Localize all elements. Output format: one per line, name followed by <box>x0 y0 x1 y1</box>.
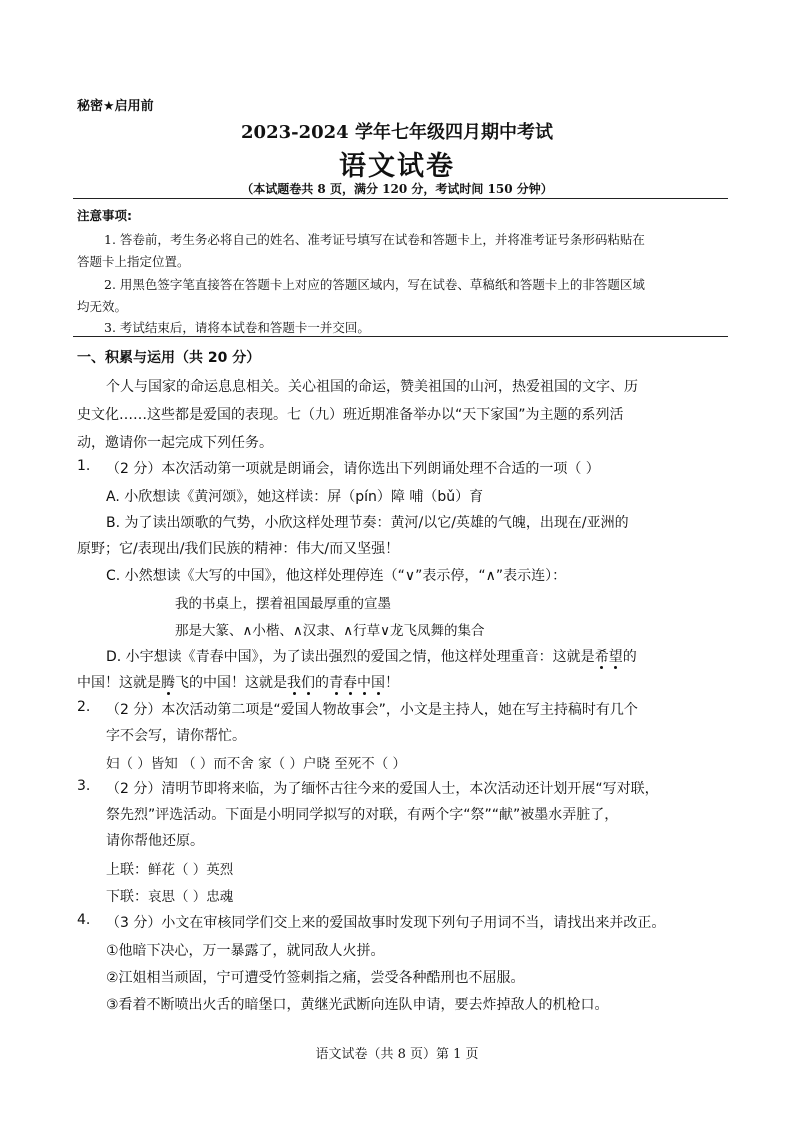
q4-sentence-2: ②江姐相当顽固，宁可遭受竹签刺指之痛，尝受各种酷刑也不屈服。 <box>106 970 525 986</box>
q1-option-d-line1 <box>106 646 637 666</box>
q1-d-text: 飞的中国！这就是 <box>175 675 287 691</box>
intro-line-1: 个人与国家的命运息息相关。关心祖国的命运，赞美祖国的山河，热爱祖国的文字、历 <box>106 379 638 395</box>
q3-stem-line1: （2 分）清明节即将来临，为了缅怀古往今来的爱国人士，本次活动还计划开展“写对联， <box>106 781 659 797</box>
q3-stem-line2: 祭先烈”评选活动。下面是小明同学拟写的对联，有两个字“祭”“献”被墨水弄脏了， <box>106 807 619 823</box>
page-footer: 语文试卷（共 8 页）第 1 页 <box>315 1047 479 1062</box>
emphasis-char: 希 <box>594 649 609 665</box>
q3-number: 3. <box>77 778 91 794</box>
emphasis-char: 中 <box>357 675 371 691</box>
exam-info: （本试题卷共 8 页，满分 120 分，考试时间 150 分钟） <box>241 182 553 196</box>
intro-line-2: 史文化……这些都是爱国的表现。七（九）班近期准备举办以“天下家国”为主题的系列活 <box>77 407 624 423</box>
q1-option-d-line2 <box>77 672 399 692</box>
q1-number: 1. <box>77 458 91 474</box>
confidential-label: 秘密★启用前 <box>77 99 154 114</box>
q1-option-b-line2: 原野；它/表现出/我们民族的精神：伟大/而又坚强！ <box>77 541 400 557</box>
notice-item-2-line2: 均无效。 <box>77 299 128 314</box>
exam-title: 2023-2024 学年七年级四月期中考试 <box>241 122 553 143</box>
q4-number: 4. <box>77 912 91 928</box>
couplet-upper-text: 鲜花（ ）英烈 <box>148 862 234 878</box>
q2-stem-line1: （2 分）本次活动第二项是“爱国人物故事会”，小文是主持人，她在写主持稿时有几个 <box>106 702 638 718</box>
q1-d-text: ！ <box>385 675 399 691</box>
q1-option-b-line1: B. 为了读出颂歌的气势，小欣这样处理节奏：黄河/以它/英雄的气魄，出现在/亚洲的 <box>106 515 629 531</box>
notice-item-1-line1: 1. 答卷前，考生务必将自己的姓名、准考证号填写在试卷和答题卡上，并将准考证号条形码粘贴在 <box>104 232 645 247</box>
couplet-upper <box>106 858 233 879</box>
q4-sentence-1: ①他暗下决心，万一暴露了，就同敌人火拼。 <box>106 943 385 959</box>
q2-blanks: 妇（ ）皆知 （ ）而不舍 家（ ）户晓 至死不（ ） <box>106 756 407 772</box>
couplet-upper-label: 上联： <box>106 862 148 878</box>
q1-d-text: D. 小宇想读《青春中国》，为了读出强烈的爱国之情，他这样处理重音：这就是 <box>106 649 595 665</box>
couplet-lower-label: 下联： <box>106 889 148 905</box>
subject-title: 语文试卷 <box>339 151 455 182</box>
divider-bottom <box>73 336 728 337</box>
q2-number: 2. <box>77 699 91 715</box>
q3-stem-line3: 请你帮他还原。 <box>106 833 204 849</box>
emphasis-char: 腾 <box>161 675 175 691</box>
q1-option-c-verse-2: 那是大篆、∧小楷、∧汉隶、∧行草∨龙飞凤舞的集合 <box>175 623 485 639</box>
emphasis-char: 望 <box>608 649 623 665</box>
q1-d-text: 中国！这就是 <box>77 675 161 691</box>
notice-heading: 注意事项: <box>77 208 132 223</box>
emphasis-char: 春 <box>343 675 357 691</box>
couplet-lower <box>106 885 233 906</box>
q1-d-text: 的 <box>315 675 329 691</box>
emphasis-char: 国 <box>371 675 385 691</box>
q4-sentence-3: ③看着不断喷出火舌的暗堡口，黄继光武断向连队申请，要去炸掉敌人的机枪口。 <box>106 997 609 1013</box>
q1-d-text: 的 <box>622 649 637 665</box>
q1-option-a: A. 小欣想读《黄河颂》，她这样读：屏（pín）障 哺（bǔ）育 <box>106 489 484 505</box>
notice-item-1-line2: 答题卡上指定位置。 <box>77 254 190 269</box>
q1-stem: （2 分）本次活动第一项就是朗诵会，请你选出下列朗诵处理不合适的一项（ ） <box>106 461 600 477</box>
notice-item-3: 3. 考试结束后，请将本试卷和答题卡一并交回。 <box>104 320 370 335</box>
emphasis-char: 们 <box>301 675 315 691</box>
couplet-lower-text: 哀思（ ）忠魂 <box>148 889 234 905</box>
emphasis-char: 青 <box>329 675 343 691</box>
section-heading: 一、积累与运用（共 20 分） <box>77 350 261 366</box>
q1-option-c-verse-1: 我的书桌上，摆着祖国最厚重的宣墨 <box>175 596 391 612</box>
emphasis-char: 我 <box>287 675 301 691</box>
intro-line-3: 动，邀请你一起完成下列任务。 <box>77 435 273 451</box>
divider-top <box>73 198 728 199</box>
notice-item-2-line1: 2. 用黑色签字笔直接答在答题卡上对应的答题区域内，写在试卷、草稿纸和答题卡上的非答题区域 <box>104 277 645 292</box>
q4-stem: （3 分）小文在审核同学们交上来的爱国故事时发现下列句子用词不当，请找出来并改正。 <box>106 915 666 931</box>
q2-stem-line2: 字不会写，请你帮忙。 <box>106 728 246 744</box>
q1-option-c: C. 小然想读《大写的中国》，他这样处理停连（“∨”表示停，“∧”表示连）： <box>106 568 567 584</box>
